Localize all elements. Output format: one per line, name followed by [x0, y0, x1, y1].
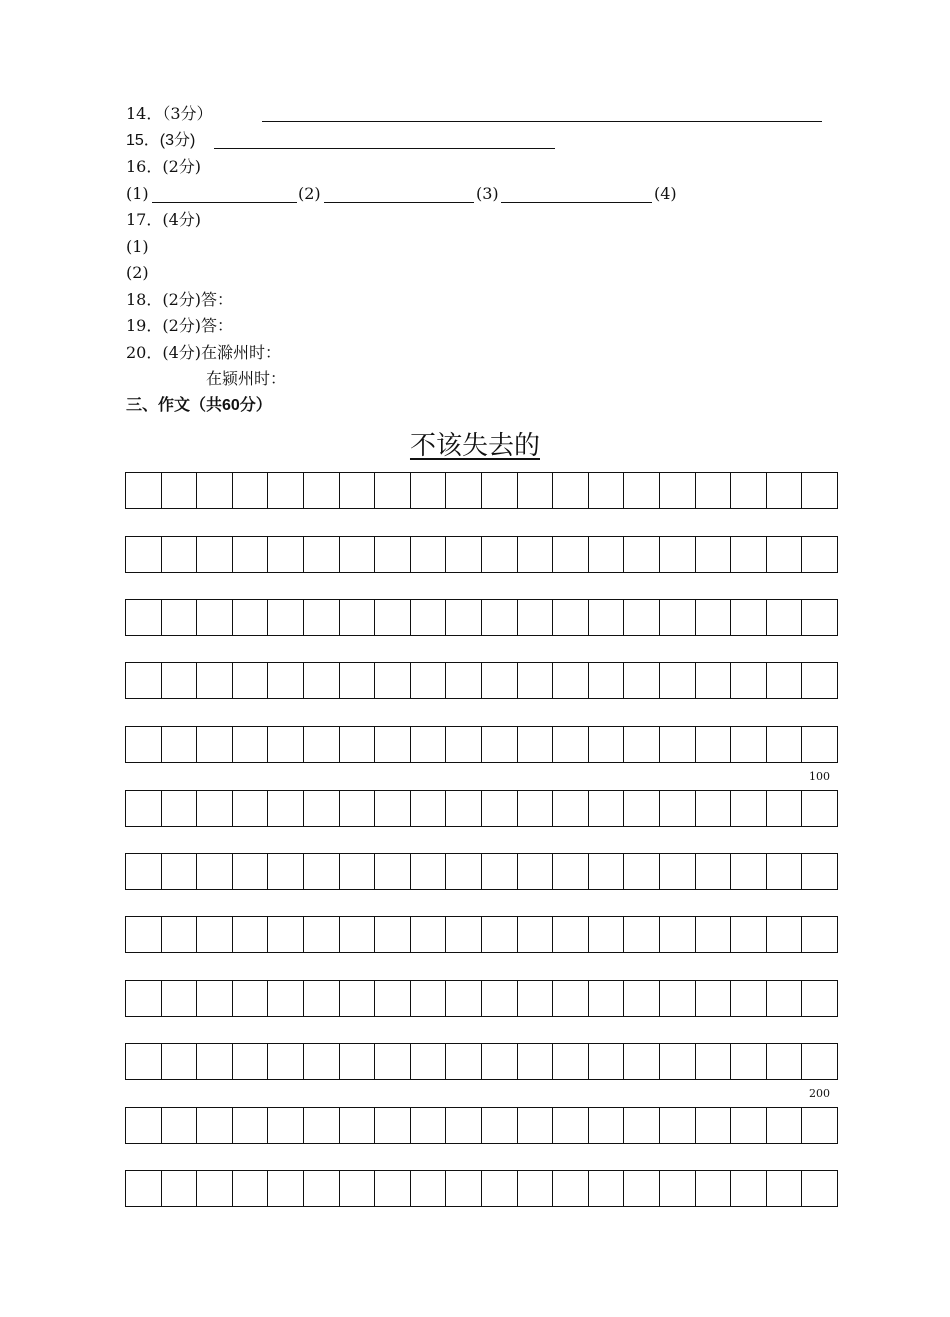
grid-cell[interactable]	[767, 1108, 803, 1143]
grid-cell[interactable]	[696, 854, 732, 889]
grid-row	[125, 790, 838, 827]
grid-cell[interactable]	[660, 473, 696, 508]
grid-cell[interactable]	[126, 1108, 162, 1143]
grid-cell[interactable]	[731, 1171, 767, 1206]
grid-cell[interactable]	[340, 1108, 376, 1143]
grid-cell[interactable]	[802, 473, 837, 508]
grid-cell[interactable]	[482, 1044, 518, 1079]
grid-cell[interactable]	[802, 600, 837, 635]
grid-cell[interactable]	[446, 600, 482, 635]
grid-cell[interactable]	[411, 600, 447, 635]
grid-cell[interactable]	[518, 663, 554, 698]
grid-cell[interactable]	[162, 663, 198, 698]
grid-cell[interactable]	[518, 854, 554, 889]
grid-cell[interactable]	[660, 981, 696, 1016]
grid-cell[interactable]	[660, 1171, 696, 1206]
grid-cell[interactable]	[126, 791, 162, 826]
grid-cell[interactable]	[126, 600, 162, 635]
question-17-part-2-label: (2)	[126, 263, 149, 282]
grid-cell[interactable]	[731, 791, 767, 826]
grid-cell[interactable]	[482, 473, 518, 508]
grid-cell[interactable]	[731, 981, 767, 1016]
grid-cell[interactable]	[233, 1171, 269, 1206]
grid-cell[interactable]	[589, 1108, 625, 1143]
grid-cell[interactable]	[553, 473, 589, 508]
grid-cell[interactable]	[660, 727, 696, 762]
grid-cell[interactable]	[802, 791, 837, 826]
grid-cell[interactable]	[553, 1044, 589, 1079]
grid-cell[interactable]	[126, 981, 162, 1016]
grid-cell[interactable]	[446, 981, 482, 1016]
grid-cell[interactable]	[411, 1044, 447, 1079]
grid-cell[interactable]	[411, 791, 447, 826]
grid-cell[interactable]	[553, 917, 589, 952]
grid-cell[interactable]	[624, 1044, 660, 1079]
grid-cell[interactable]	[446, 1108, 482, 1143]
grid-cell[interactable]	[197, 1044, 233, 1079]
grid-cell[interactable]	[197, 663, 233, 698]
grid-cell[interactable]	[197, 791, 233, 826]
grid-cell[interactable]	[197, 1108, 233, 1143]
grid-cell[interactable]	[411, 1108, 447, 1143]
grid-cell[interactable]	[233, 1108, 269, 1143]
grid-cell[interactable]	[411, 537, 447, 572]
grid-cell[interactable]	[446, 473, 482, 508]
grid-cell[interactable]	[197, 1171, 233, 1206]
grid-cell[interactable]	[589, 854, 625, 889]
grid-cell[interactable]	[375, 727, 411, 762]
grid-cell[interactable]	[767, 473, 803, 508]
grid-cell[interactable]	[553, 663, 589, 698]
grid-cell[interactable]	[268, 600, 304, 635]
grid-cell[interactable]	[162, 981, 198, 1016]
grid-cell[interactable]	[553, 1108, 589, 1143]
grid-cell[interactable]	[660, 537, 696, 572]
grid-cell[interactable]	[340, 1171, 376, 1206]
grid-cell[interactable]	[304, 791, 340, 826]
grid-row	[125, 980, 838, 1017]
grid-cell[interactable]	[197, 600, 233, 635]
grid-cell[interactable]	[233, 473, 269, 508]
grid-cell[interactable]	[375, 981, 411, 1016]
grid-cell[interactable]	[375, 600, 411, 635]
grid-cell[interactable]	[660, 854, 696, 889]
grid-cell[interactable]	[446, 791, 482, 826]
grid-cell[interactable]	[553, 981, 589, 1016]
grid-cell[interactable]	[411, 473, 447, 508]
question-14-answer-line[interactable]	[262, 121, 822, 122]
grid-cell[interactable]	[624, 727, 660, 762]
grid-cell[interactable]	[268, 1171, 304, 1206]
grid-cell[interactable]	[624, 854, 660, 889]
grid-cell[interactable]	[162, 600, 198, 635]
grid-cell[interactable]	[340, 917, 376, 952]
grid-cell[interactable]	[482, 854, 518, 889]
grid-cell[interactable]	[624, 981, 660, 1016]
grid-cell[interactable]	[233, 537, 269, 572]
grid-cell[interactable]	[802, 727, 837, 762]
grid-cell[interactable]	[802, 1171, 837, 1206]
grid-cell[interactable]	[233, 1044, 269, 1079]
grid-cell[interactable]	[624, 600, 660, 635]
grid-cell[interactable]	[375, 791, 411, 826]
grid-row	[125, 853, 838, 890]
grid-row	[125, 599, 838, 636]
grid-cell[interactable]	[375, 917, 411, 952]
grid-cell[interactable]	[482, 663, 518, 698]
grid-cell[interactable]	[767, 663, 803, 698]
grid-cell[interactable]	[411, 917, 447, 952]
question-15-answer-line[interactable]	[214, 148, 555, 149]
grid-cell[interactable]	[340, 473, 376, 508]
grid-cell[interactable]	[162, 1171, 198, 1206]
grid-cell[interactable]	[767, 1044, 803, 1079]
grid-cell[interactable]	[589, 791, 625, 826]
grid-cell[interactable]	[162, 791, 198, 826]
grid-cell[interactable]	[731, 727, 767, 762]
grid-cell[interactable]	[660, 791, 696, 826]
question-16-part-1-label: (1)	[126, 184, 149, 203]
grid-cell[interactable]	[446, 727, 482, 762]
grid-cell[interactable]	[802, 537, 837, 572]
section-heading: 三、作文（共60分）	[126, 397, 272, 414]
grid-cell[interactable]	[589, 727, 625, 762]
grid-cell[interactable]	[553, 791, 589, 826]
grid-cell[interactable]	[268, 791, 304, 826]
grid-cell[interactable]	[696, 663, 732, 698]
grid-row	[125, 1107, 838, 1144]
grid-cell[interactable]	[589, 917, 625, 952]
grid-cell[interactable]	[696, 1108, 732, 1143]
question-16-part-1-line[interactable]	[152, 202, 297, 203]
grid-cell[interactable]	[304, 600, 340, 635]
grid-row	[125, 662, 838, 699]
grid-cell[interactable]	[660, 600, 696, 635]
grid-cell[interactable]	[126, 537, 162, 572]
grid-cell[interactable]	[304, 1171, 340, 1206]
grid-cell[interactable]	[624, 1108, 660, 1143]
grid-cell[interactable]	[126, 663, 162, 698]
grid-cell[interactable]	[696, 600, 732, 635]
grid-cell[interactable]	[411, 727, 447, 762]
grid-cell[interactable]	[233, 981, 269, 1016]
grid-cell[interactable]	[268, 1044, 304, 1079]
grid-cell[interactable]	[375, 663, 411, 698]
grid-cell[interactable]	[375, 854, 411, 889]
grid-cell[interactable]	[126, 473, 162, 508]
grid-cell[interactable]	[162, 917, 198, 952]
grid-cell[interactable]	[197, 537, 233, 572]
grid-cell[interactable]	[802, 854, 837, 889]
grid-cell[interactable]	[767, 727, 803, 762]
grid-cell[interactable]	[162, 473, 198, 508]
grid-cell[interactable]	[589, 663, 625, 698]
grid-cell[interactable]	[553, 854, 589, 889]
grid-cell[interactable]	[197, 981, 233, 1016]
grid-cell[interactable]	[518, 727, 554, 762]
grid-cell[interactable]	[375, 1108, 411, 1143]
grid-cell[interactable]	[304, 663, 340, 698]
grid-cell[interactable]	[233, 917, 269, 952]
grid-cell[interactable]	[767, 917, 803, 952]
grid-cell[interactable]	[482, 981, 518, 1016]
grid-cell[interactable]	[304, 854, 340, 889]
grid-cell[interactable]	[731, 473, 767, 508]
question-14-label: 14．（3分）	[126, 104, 213, 123]
grid-cell[interactable]	[624, 663, 660, 698]
grid-cell[interactable]	[482, 791, 518, 826]
grid-cell[interactable]	[696, 1171, 732, 1206]
grid-cell[interactable]	[375, 537, 411, 572]
question-16-part-2-line[interactable]	[324, 202, 474, 203]
grid-row	[125, 1043, 838, 1080]
grid-cell[interactable]	[162, 1108, 198, 1143]
grid-cell[interactable]	[731, 663, 767, 698]
grid-cell[interactable]	[553, 537, 589, 572]
grid-cell[interactable]	[482, 727, 518, 762]
grid-cell[interactable]	[233, 600, 269, 635]
word-count-100: 100	[809, 770, 830, 783]
question-16-part-3-line[interactable]	[501, 202, 652, 203]
grid-cell[interactable]	[375, 1044, 411, 1079]
grid-cell[interactable]	[660, 1108, 696, 1143]
grid-cell[interactable]	[482, 1171, 518, 1206]
grid-cell[interactable]	[767, 600, 803, 635]
grid-cell[interactable]	[126, 727, 162, 762]
grid-cell[interactable]	[446, 1044, 482, 1079]
grid-cell[interactable]	[802, 981, 837, 1016]
grid-cell[interactable]	[731, 1108, 767, 1143]
grid-cell[interactable]	[696, 791, 732, 826]
grid-cell[interactable]	[233, 727, 269, 762]
grid-cell[interactable]	[518, 917, 554, 952]
grid-cell[interactable]	[340, 981, 376, 1016]
grid-cell[interactable]	[696, 537, 732, 572]
grid-cell[interactable]	[446, 917, 482, 952]
grid-cell[interactable]	[624, 537, 660, 572]
grid-row	[125, 536, 838, 573]
grid-cell[interactable]	[731, 537, 767, 572]
question-19-label: 19．(2分)答：	[126, 316, 234, 335]
grid-cell[interactable]	[126, 1171, 162, 1206]
grid-cell[interactable]	[304, 1108, 340, 1143]
grid-cell[interactable]	[624, 917, 660, 952]
grid-cell[interactable]	[340, 600, 376, 635]
grid-cell[interactable]	[411, 663, 447, 698]
grid-cell[interactable]	[660, 1044, 696, 1079]
grid-cell[interactable]	[589, 473, 625, 508]
grid-cell[interactable]	[802, 917, 837, 952]
grid-cell[interactable]	[518, 981, 554, 1016]
grid-cell[interactable]	[197, 854, 233, 889]
grid-row	[125, 472, 838, 509]
grid-cell[interactable]	[624, 473, 660, 508]
grid-cell[interactable]	[589, 1171, 625, 1206]
question-18-label: 18．(2分)答：	[126, 290, 234, 309]
grid-cell[interactable]	[233, 791, 269, 826]
grid-cell[interactable]	[446, 1171, 482, 1206]
grid-cell[interactable]	[589, 1044, 625, 1079]
question-17-label: 17．(4分)	[126, 210, 202, 229]
grid-cell[interactable]	[731, 917, 767, 952]
grid-cell[interactable]	[518, 791, 554, 826]
grid-cell[interactable]	[411, 1171, 447, 1206]
grid-row	[125, 726, 838, 763]
grid-cell[interactable]	[767, 1171, 803, 1206]
grid-cell[interactable]	[802, 1108, 837, 1143]
question-20-sub-label: 在颍州时：	[206, 369, 287, 388]
question-16-part-4-label: (4)	[654, 184, 677, 203]
question-16-part-3-label: (3)	[476, 184, 499, 203]
grid-cell[interactable]	[268, 1108, 304, 1143]
grid-cell[interactable]	[126, 917, 162, 952]
question-17-part-1-label: (1)	[126, 237, 149, 256]
grid-cell[interactable]	[162, 1044, 198, 1079]
question-16-label: 16．(2分)	[126, 157, 202, 176]
grid-cell[interactable]	[375, 473, 411, 508]
grid-cell[interactable]	[482, 537, 518, 572]
grid-cell[interactable]	[802, 1044, 837, 1079]
grid-cell[interactable]	[553, 727, 589, 762]
grid-cell[interactable]	[233, 854, 269, 889]
question-20-label: 20．(4分)在滁州时：	[126, 343, 282, 362]
grid-cell[interactable]	[304, 1044, 340, 1079]
grid-cell[interactable]	[162, 854, 198, 889]
grid-cell[interactable]	[197, 473, 233, 508]
grid-cell[interactable]	[696, 981, 732, 1016]
grid-row	[125, 1170, 838, 1207]
grid-cell[interactable]	[304, 917, 340, 952]
grid-cell[interactable]	[696, 917, 732, 952]
grid-cell[interactable]	[482, 1108, 518, 1143]
grid-cell[interactable]	[375, 1171, 411, 1206]
grid-cell[interactable]	[340, 537, 376, 572]
essay-title: 不该失去的	[409, 431, 540, 461]
grid-cell[interactable]	[411, 981, 447, 1016]
grid-cell[interactable]	[446, 663, 482, 698]
grid-cell[interactable]	[696, 473, 732, 508]
grid-cell[interactable]	[731, 600, 767, 635]
grid-cell[interactable]	[553, 600, 589, 635]
grid-cell[interactable]	[268, 917, 304, 952]
grid-cell[interactable]	[304, 537, 340, 572]
grid-cell[interactable]	[197, 727, 233, 762]
grid-cell[interactable]	[518, 1108, 554, 1143]
grid-cell[interactable]	[162, 727, 198, 762]
grid-cell[interactable]	[518, 1171, 554, 1206]
grid-cell[interactable]	[518, 600, 554, 635]
grid-cell[interactable]	[340, 663, 376, 698]
grid-cell[interactable]	[304, 727, 340, 762]
grid-cell[interactable]	[767, 981, 803, 1016]
grid-cell[interactable]	[696, 727, 732, 762]
grid-cell[interactable]	[304, 981, 340, 1016]
grid-cell[interactable]	[518, 473, 554, 508]
grid-cell[interactable]	[482, 600, 518, 635]
grid-row	[125, 916, 838, 953]
grid-cell[interactable]	[446, 854, 482, 889]
grid-cell[interactable]	[268, 854, 304, 889]
grid-cell[interactable]	[767, 854, 803, 889]
grid-cell[interactable]	[126, 854, 162, 889]
grid-cell[interactable]	[731, 854, 767, 889]
grid-cell[interactable]	[446, 537, 482, 572]
grid-cell[interactable]	[126, 1044, 162, 1079]
grid-cell[interactable]	[518, 537, 554, 572]
grid-cell[interactable]	[553, 1171, 589, 1206]
grid-cell[interactable]	[660, 663, 696, 698]
grid-cell[interactable]	[731, 1044, 767, 1079]
grid-cell[interactable]	[268, 663, 304, 698]
grid-cell[interactable]	[340, 791, 376, 826]
grid-cell[interactable]	[802, 663, 837, 698]
grid-cell[interactable]	[268, 981, 304, 1016]
grid-cell[interactable]	[624, 1171, 660, 1206]
word-count-200: 200	[809, 1087, 830, 1100]
grid-cell[interactable]	[624, 791, 660, 826]
grid-cell[interactable]	[268, 537, 304, 572]
grid-cell[interactable]	[482, 917, 518, 952]
grid-cell[interactable]	[411, 854, 447, 889]
grid-cell[interactable]	[767, 791, 803, 826]
grid-cell[interactable]	[589, 537, 625, 572]
grid-cell[interactable]	[340, 854, 376, 889]
question-16-part-2-label: (2)	[298, 184, 321, 203]
grid-cell[interactable]	[767, 537, 803, 572]
grid-cell[interactable]	[589, 600, 625, 635]
grid-cell[interactable]	[268, 727, 304, 762]
grid-cell[interactable]	[233, 663, 269, 698]
grid-cell[interactable]	[696, 1044, 732, 1079]
grid-cell[interactable]	[518, 1044, 554, 1079]
grid-cell[interactable]	[268, 473, 304, 508]
question-15-label: 15．(3分)	[126, 132, 196, 149]
grid-cell[interactable]	[162, 537, 198, 572]
grid-cell[interactable]	[340, 1044, 376, 1079]
grid-cell[interactable]	[660, 917, 696, 952]
grid-cell[interactable]	[340, 727, 376, 762]
grid-cell[interactable]	[197, 917, 233, 952]
grid-cell[interactable]	[304, 473, 340, 508]
grid-cell[interactable]	[589, 981, 625, 1016]
